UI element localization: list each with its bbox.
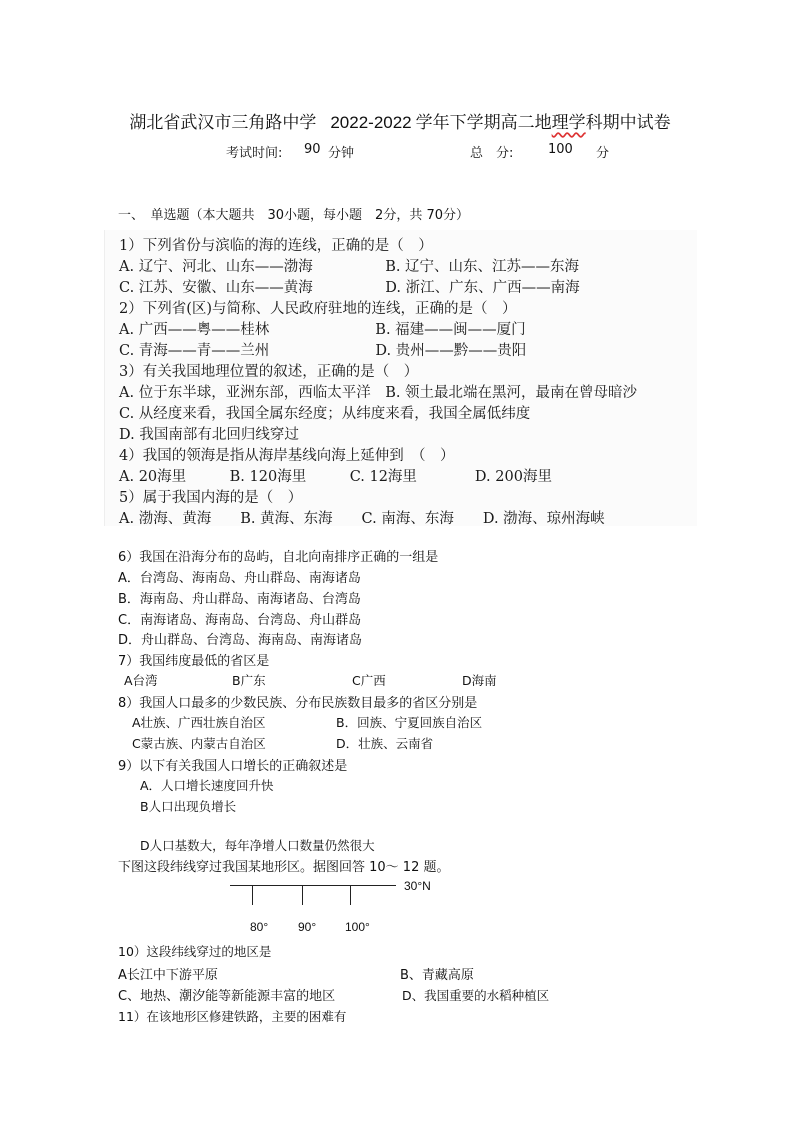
scan-line: 5）属于我国内海的是（ ） [119, 490, 303, 506]
scan-line: A. 位于东半球，亚洲东部，西临太平洋 B. 领土最北端在黑河，最南在曾母暗沙 [119, 385, 638, 401]
tick-100 [350, 885, 351, 905]
option-7c: C广西 [352, 673, 386, 688]
option-7b: B广东 [232, 673, 266, 688]
scan-line: 2）下列省(区)与简称、人民政府驻地的连线，正确的是（ ） [119, 301, 517, 317]
score-value: 100 [548, 142, 573, 157]
time-unit: 分钟 [328, 146, 355, 161]
score-label: 总 分: [470, 146, 514, 161]
scan-line: C. 青海——青——兰州 D. 贵州——黔——贵阳 [119, 343, 527, 359]
scan-line: 4）我国的领海是指从海岸基线向海上延伸到 （ ） [119, 448, 455, 464]
option-9b: B人口出现负增长 [140, 799, 237, 814]
option-10b: B、青藏高原 [400, 968, 474, 983]
longitude-label-80: 80° [250, 920, 269, 934]
title-rest-b: 科期中试卷 [585, 113, 671, 133]
option-9a: A．人口增长速度回升快 [140, 778, 274, 793]
option-6a: A．台湾岛、海南岛、舟山群岛、南海诸岛 [118, 571, 361, 586]
question-11: 11）在该地形区修建铁路，主要的困难有 [118, 1009, 347, 1024]
title-rest-a: 学年下学期高二地 [415, 113, 552, 133]
scan-line: A. 渤海、黄海 B. 黄海、东海 C. 南海、东海 D. 渤海、琼州海峡 [119, 511, 605, 527]
scan-line: 1）下列省份与滨临的海的连线，正确的是（ ） [119, 238, 433, 254]
option-6d: D．舟山群岛、台湾岛、海南岛、南海诸岛 [118, 633, 363, 648]
figure-intro: 下图这段纬线穿过我国某地形区。据图回答 10～ 12 题。 [118, 860, 450, 875]
scan-line: C. 江苏、安徽、山东——黄海 D. 浙江、广东、广西——南海 [119, 280, 580, 296]
question-7: 7）我国纬度最低的省区是 [118, 654, 270, 669]
scan-line: A. 辽宁、河北、山东——渤海 B. 辽宁、山东、江苏——东海 [119, 259, 580, 275]
scan-line: C. 从经度来看，我国全属东经度；从纬度来看，我国全属低纬度 [119, 406, 531, 422]
question-8: 8）我国人口最多的少数民族、分布民族数目最多的省区分别是 [118, 696, 478, 711]
option-9d: D人口基数大，每年净增人口数量仍然很大 [140, 838, 375, 853]
longitude-label-100: 100° [345, 920, 370, 934]
option-6c: C．南海诸岛、海南岛、台湾岛、舟山群岛 [118, 613, 362, 628]
option-8a: A壮族、广西壮族自治区 [132, 715, 266, 730]
longitude-label-90: 90° [298, 920, 317, 934]
option-8c: C蒙古族、内蒙古自治区 [132, 736, 266, 751]
option-10c: C、地热、潮汐能等新能源丰富的地区 [118, 989, 336, 1004]
question-10: 10）这段纬线穿过的地区是 [118, 944, 272, 959]
option-8b: B．回族、宁夏回族自治区 [336, 715, 483, 730]
option-7a: A台湾 [124, 673, 158, 688]
option-10a: A长江中下游平原 [118, 968, 218, 983]
latitude-label: 30°N [404, 879, 431, 893]
scan-line: D. 我国南部有北回归线穿过 [119, 427, 299, 443]
scan-line: A. 20海里 B. 120海里 C. 12海里 D. 200海里 [119, 469, 552, 485]
question-6: 6）我国在沿海分布的岛屿，自北向南排序正确的一组是 [118, 550, 439, 565]
exam-title [0, 108, 800, 133]
option-7d: D海南 [462, 673, 497, 688]
option-8d: D．壮族、云南省 [336, 736, 434, 751]
option-6b: B．海南岛、舟山群岛、南海诸岛、台湾岛 [118, 592, 361, 607]
scan-line: 3）有关我国地理位置的叙述，正确的是（ ） [119, 364, 419, 380]
time-value: 90 [304, 142, 321, 157]
scan-line: A. 广西——粤——桂林 B. 福建——闽——厦门 [119, 322, 526, 338]
section-heading: 一、 单选题（本大题共 30小题，每小题 2分，共 70分） [118, 208, 469, 223]
scanned-questions-image [104, 230, 697, 526]
option-10d: D、我国重要的水稻种植区 [402, 988, 550, 1003]
title-school: 湖北省武汉市三角路中学 [129, 113, 317, 133]
latitude-line [230, 885, 396, 886]
title-year: 2022-2022 [330, 113, 412, 132]
time-label: 考试时间: [226, 146, 283, 161]
tick-90 [302, 885, 303, 905]
question-9: 9）以下有关我国人口增长的正确叙述是 [118, 759, 348, 774]
score-unit: 分 [596, 146, 610, 161]
tick-80 [252, 885, 253, 905]
title-wavy-text: 理学 [551, 113, 586, 133]
